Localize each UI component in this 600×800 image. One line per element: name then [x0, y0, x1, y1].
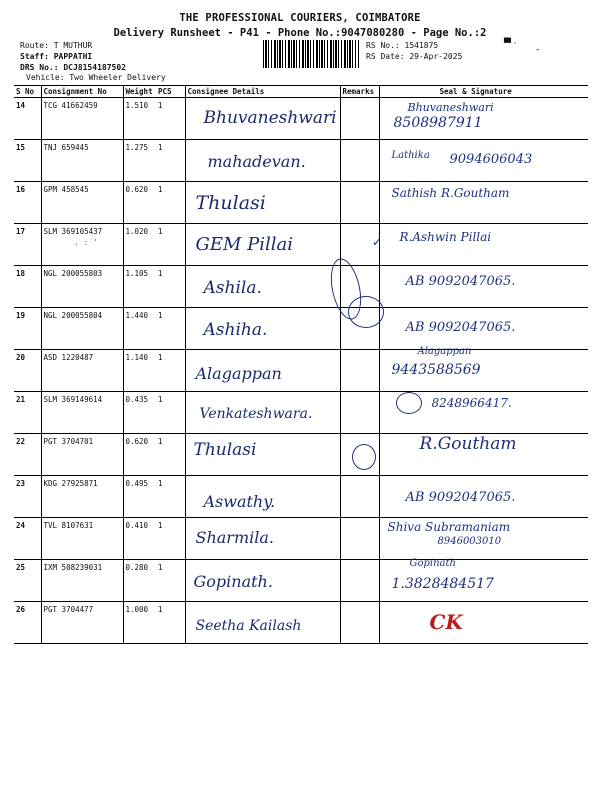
row-consignment: SLM 369149614 — [41, 392, 123, 434]
table-row — [14, 434, 588, 476]
rs-date: RS Date: 29-Apr-2025 — [366, 52, 463, 61]
row-consignee: Alagappan — [195, 364, 282, 383]
row-consignee-cell — [185, 266, 340, 308]
row-remarks — [340, 602, 379, 644]
ink-scribble — [348, 296, 384, 328]
row-remarks — [340, 392, 379, 434]
staff-label: Staff: PAPPATHI — [20, 52, 93, 61]
row-consignment: TNJ 659445 — [41, 140, 123, 182]
row-consignee: Seetha Kailash — [195, 618, 302, 634]
row-consignee-cell — [185, 602, 340, 644]
row-weight: 0.495 — [123, 476, 156, 518]
row-weight: 1.020 — [123, 224, 156, 266]
row-consignee: Thulasi — [193, 440, 257, 460]
row-consignment: SLM 369105437 — [41, 224, 123, 266]
row-signature: CK — [429, 610, 463, 634]
row-signature: AB 9092047065. — [405, 274, 516, 289]
row-sno: 23 — [14, 476, 41, 518]
row-signature: Lathika — [391, 150, 430, 161]
table-row — [14, 140, 588, 182]
row-seal-cell — [379, 434, 588, 476]
row-seal-cell — [379, 182, 588, 224]
row-consignee: Gopinath. — [193, 572, 273, 591]
row-remarks — [340, 350, 379, 392]
row-sno: 19 — [14, 308, 41, 350]
row-consignee-cell — [185, 518, 340, 560]
row-consignee-cell — [185, 308, 340, 350]
row-seal-cell — [379, 266, 588, 308]
row-pcs: 1 — [156, 560, 185, 602]
row-sno: 24 — [14, 518, 41, 560]
table-header-row — [14, 86, 588, 98]
row-pcs: 1 — [156, 140, 185, 182]
row-consignment: TCG 41662459 — [41, 98, 123, 140]
row-weight: 1.275 — [123, 140, 156, 182]
row-seal-cell — [379, 518, 588, 560]
row-pcs: 1 — [156, 476, 185, 518]
row-sno: 18 — [14, 266, 41, 308]
row-consignee-cell — [185, 434, 340, 476]
row-consignment: TVL 8107631 — [41, 518, 123, 560]
row-signature-phone: 1.3828484517 — [391, 576, 494, 592]
table-row — [14, 560, 588, 602]
row-sno: 26 — [14, 602, 41, 644]
row-weight: 1.000 — [123, 602, 156, 644]
row-signature-phone: 9094606043 — [449, 152, 533, 167]
row-seal-cell — [379, 224, 588, 266]
row-weight: 1.140 — [123, 350, 156, 392]
vehicle-label: Vehicle: Two Wheeler Delivery — [26, 73, 166, 82]
row-signature: Bhuvaneshwari — [407, 101, 494, 114]
row-consignee-cell — [185, 182, 340, 224]
table-row — [14, 266, 588, 308]
row-consignee-cell — [185, 392, 340, 434]
row-sno: 25 — [14, 560, 41, 602]
check-mark-icon: ✓ — [372, 235, 383, 249]
row-seal-cell — [379, 98, 588, 140]
row-remarks — [340, 560, 379, 602]
row-consignee: Ashiha. — [203, 320, 268, 340]
row-consignment: GPM 458545 — [41, 182, 123, 224]
ink-scribble — [352, 444, 376, 470]
row-remarks — [340, 518, 379, 560]
row-seal-cell — [379, 602, 588, 644]
row-pcs: 1 — [156, 434, 185, 476]
row-remarks — [340, 476, 379, 518]
row-consignment: ASD 1220487 — [41, 350, 123, 392]
table-row — [14, 182, 588, 224]
row-signature: Sathish R.Goutham — [391, 186, 510, 200]
row-sno: 17 — [14, 224, 41, 266]
col-consignee: Consignee Details — [185, 86, 340, 98]
row-remarks — [340, 98, 379, 140]
drs-number: DRS No.: DCJ8154187502 — [20, 63, 126, 72]
table-row — [14, 602, 588, 644]
ink-scribble — [396, 392, 422, 414]
row-pcs: 1 — [156, 350, 185, 392]
table-row — [14, 392, 588, 434]
row-pcs: 1 — [156, 266, 185, 308]
row-consignee: Thulasi — [195, 192, 266, 214]
row-pcs: 1 — [156, 182, 185, 224]
table-row — [14, 350, 588, 392]
row-consignment: KDG 27925871 — [41, 476, 123, 518]
col-weight: Weight — [123, 86, 156, 98]
row-consignee-cell — [185, 140, 340, 182]
row-sno: 22 — [14, 434, 41, 476]
table-row — [14, 476, 588, 518]
row-signature: AB 9092047065. — [405, 320, 516, 335]
row-seal-cell — [379, 308, 588, 350]
row-signature-phone: 8508987911 — [393, 115, 483, 131]
row-sno: 14 — [14, 98, 41, 140]
row-sno: 21 — [14, 392, 41, 434]
row-weight: 0.620 — [123, 182, 156, 224]
row-consignee: Sharmila. — [195, 528, 274, 547]
row-weight: 1.105 — [123, 266, 156, 308]
row-sno: 16 — [14, 182, 41, 224]
row-weight: 0.410 — [123, 518, 156, 560]
col-sno: S No — [14, 86, 41, 98]
col-remarks: Remarks — [340, 86, 379, 98]
row-consignee-cell — [185, 476, 340, 518]
row-signature: Shiva Subramaniam — [387, 520, 511, 534]
row-seal-cell — [379, 560, 588, 602]
row-signature: 8248966417. — [431, 396, 512, 410]
row-consignment: PGT 3704701 — [41, 434, 123, 476]
row-remarks — [340, 182, 379, 224]
corner-mark: - — [536, 45, 540, 55]
row-pcs: 1 — [156, 602, 185, 644]
row-signature: R.Ashwin Pillai — [399, 230, 492, 244]
row-weight: 1.510 — [123, 98, 156, 140]
row-sno: 15 — [14, 140, 41, 182]
row-consignment: IXM 508239031 — [41, 560, 123, 602]
row-weight: 0.280 — [123, 560, 156, 602]
stray-marks: . : ' — [74, 238, 99, 247]
row-consignee-cell — [185, 560, 340, 602]
runsheet-title: Delivery Runsheet - P41 - Phone No.:9047080280 - Page No.:2 — [113, 27, 487, 39]
company-title: THE PROFESSIONAL COURIERS, COIMBATORE — [179, 12, 421, 24]
row-consignee: Ashila. — [203, 278, 262, 298]
row-consignee-cell — [185, 98, 340, 140]
row-consignee: GEM Pillai — [195, 234, 294, 255]
row-consignee-cell — [185, 350, 340, 392]
row-consignment: NGL 200055804 — [41, 308, 123, 350]
row-pcs: 1 — [156, 224, 185, 266]
row-seal-cell — [379, 140, 588, 182]
runsheet-table — [14, 85, 588, 644]
col-consignment: Consignment No — [41, 86, 123, 98]
row-pcs: 1 — [156, 98, 185, 140]
barcode — [263, 40, 359, 68]
row-weight: 0.435 — [123, 392, 156, 434]
col-seal: Seal & Signature — [379, 86, 588, 98]
col-pcs: PCS — [156, 86, 185, 98]
table-row — [14, 98, 588, 140]
table-row — [14, 308, 588, 350]
row-pcs: 1 — [156, 308, 185, 350]
row-signature-phone: 8946003010 — [437, 536, 502, 547]
row-signature-phone: 9443588569 — [391, 362, 481, 378]
row-signature: Gopinath — [409, 558, 456, 569]
row-signature: R.Goutham — [419, 434, 517, 454]
row-consignment: NGL 200055803 — [41, 266, 123, 308]
row-consignee-cell — [185, 224, 340, 266]
table-row — [14, 224, 588, 266]
corner-mark: ▀ · — [504, 39, 517, 49]
row-pcs: 1 — [156, 392, 185, 434]
row-signature: AB 9092047065. — [405, 490, 516, 505]
row-seal-cell — [379, 346, 588, 392]
rs-number: RS No.: 1541875 — [366, 41, 439, 50]
row-sno: 20 — [14, 350, 41, 392]
row-signature: Alagappan — [417, 346, 472, 357]
row-weight: 1.440 — [123, 308, 156, 350]
route-label: Route: T MUTHUR — [20, 41, 93, 50]
row-pcs: 1 — [156, 518, 185, 560]
row-remarks — [340, 140, 379, 182]
row-consignee: Aswathy. — [203, 492, 276, 511]
row-consignee: Venkateshwara. — [199, 406, 313, 422]
row-consignment: PGT 3704477 — [41, 602, 123, 644]
row-consignee: Bhuvaneshwari — [203, 108, 337, 128]
row-seal-cell — [379, 476, 588, 518]
row-weight: 0.620 — [123, 434, 156, 476]
row-consignee: mahadevan. — [207, 152, 306, 171]
table-row — [14, 518, 588, 560]
